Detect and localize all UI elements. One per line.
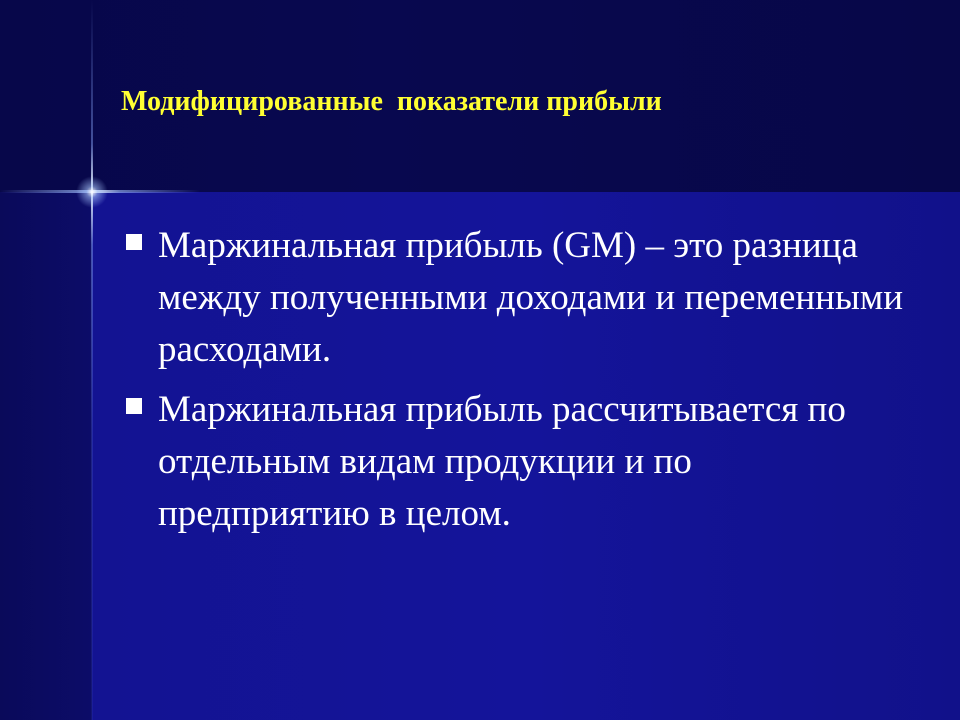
bullet-item (124, 384, 904, 540)
slide-title: Модифицированные показатели прибыли (121, 86, 662, 117)
bullet-text: Маржинальная прибыль (GM) – это разница между полученными доходами и переменными расходами. (158, 225, 904, 370)
bullet-list (124, 220, 904, 548)
bullet-item (124, 220, 904, 376)
left-strip (0, 192, 92, 720)
sparkle-icon (76, 176, 108, 208)
square-bullet-icon (126, 234, 142, 250)
flare-vertical-line (91, 0, 93, 720)
square-bullet-icon (126, 398, 142, 414)
bullet-text: Маржинальная прибыль рассчитывается по отдельным видам продукции и по предприятию в целом. (158, 389, 846, 534)
